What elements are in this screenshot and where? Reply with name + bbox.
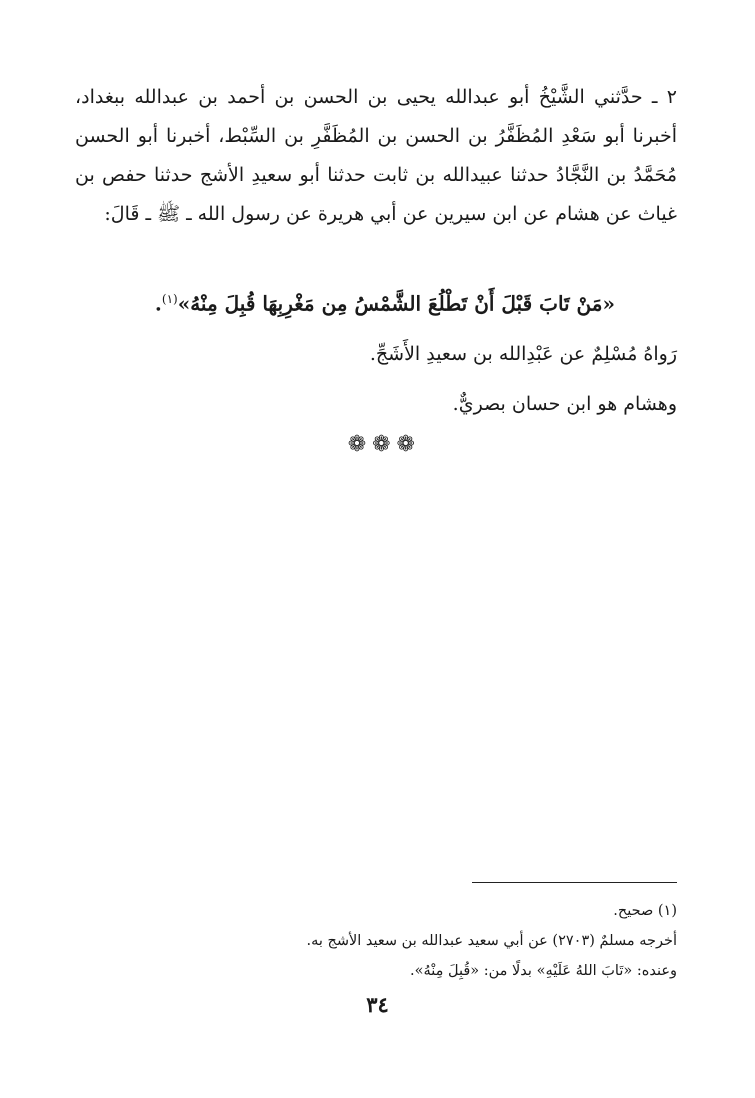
footnote-ref: (١)	[161, 292, 178, 306]
isnad-paragraph	[75, 78, 677, 234]
hadith-matn	[75, 284, 615, 319]
footnote-line-1: (١) صحيح.	[613, 903, 677, 919]
footnote-line-3: وعنده: «تَابَ اللهُ عَلَيْهِ» بدلًا من: «قُبِلَ مِنْهُ».	[409, 963, 677, 979]
isnad-chain: ـ حدَّثني الشَّيْخُ أبو عبدالله يحيى بن الحسن بن أحمد بن عبدالله ببغداد، أخبرنا أبو سَعْدِ المُظَفَّرُ بن الحسن بن المُظَفَّرِ بن السِّبْط، أخبرنا أبو الحسن مُحَمَّدُ بن النَّجَّادُ حدثنا عبيدالله بن ثابت حدثنا أبو سعيدِ الأشج حدثنا حفص بن غياث عن هشام عن ابن سيرين عن أبي هريرة عن رسول الله ـ ﷺ ـ قَالَ:	[75, 86, 677, 225]
hisham-note: وهشام هو ابن حسان بصريٌّ.	[452, 393, 677, 415]
riwayah-line: رَواهُ مُسْلِمٌ عن عَبْدِالله بن سعيدِ الأَشَجِّ.	[369, 343, 677, 365]
matn-end: .	[154, 291, 162, 316]
hadith-number: ٢	[666, 86, 678, 108]
footnote-line-2: أخرجه مسلمٌ (٢٧٠٣) عن أبي سعيد عبدالله بن سعيد الأشج به.	[306, 933, 677, 949]
page-number: ٣٤	[366, 992, 389, 1017]
isnad-text	[75, 78, 677, 234]
footnotes	[75, 896, 677, 986]
matn-text: «مَنْ تَابَ قَبْلَ أَنْ تَطْلُعَ الشَّمْسُ مِن مَغْرِبِهَا قُبِلَ مِنْهُ»	[177, 291, 615, 316]
section-separator-icon: ❁❁❁	[347, 432, 421, 457]
footnote-divider	[472, 882, 677, 883]
